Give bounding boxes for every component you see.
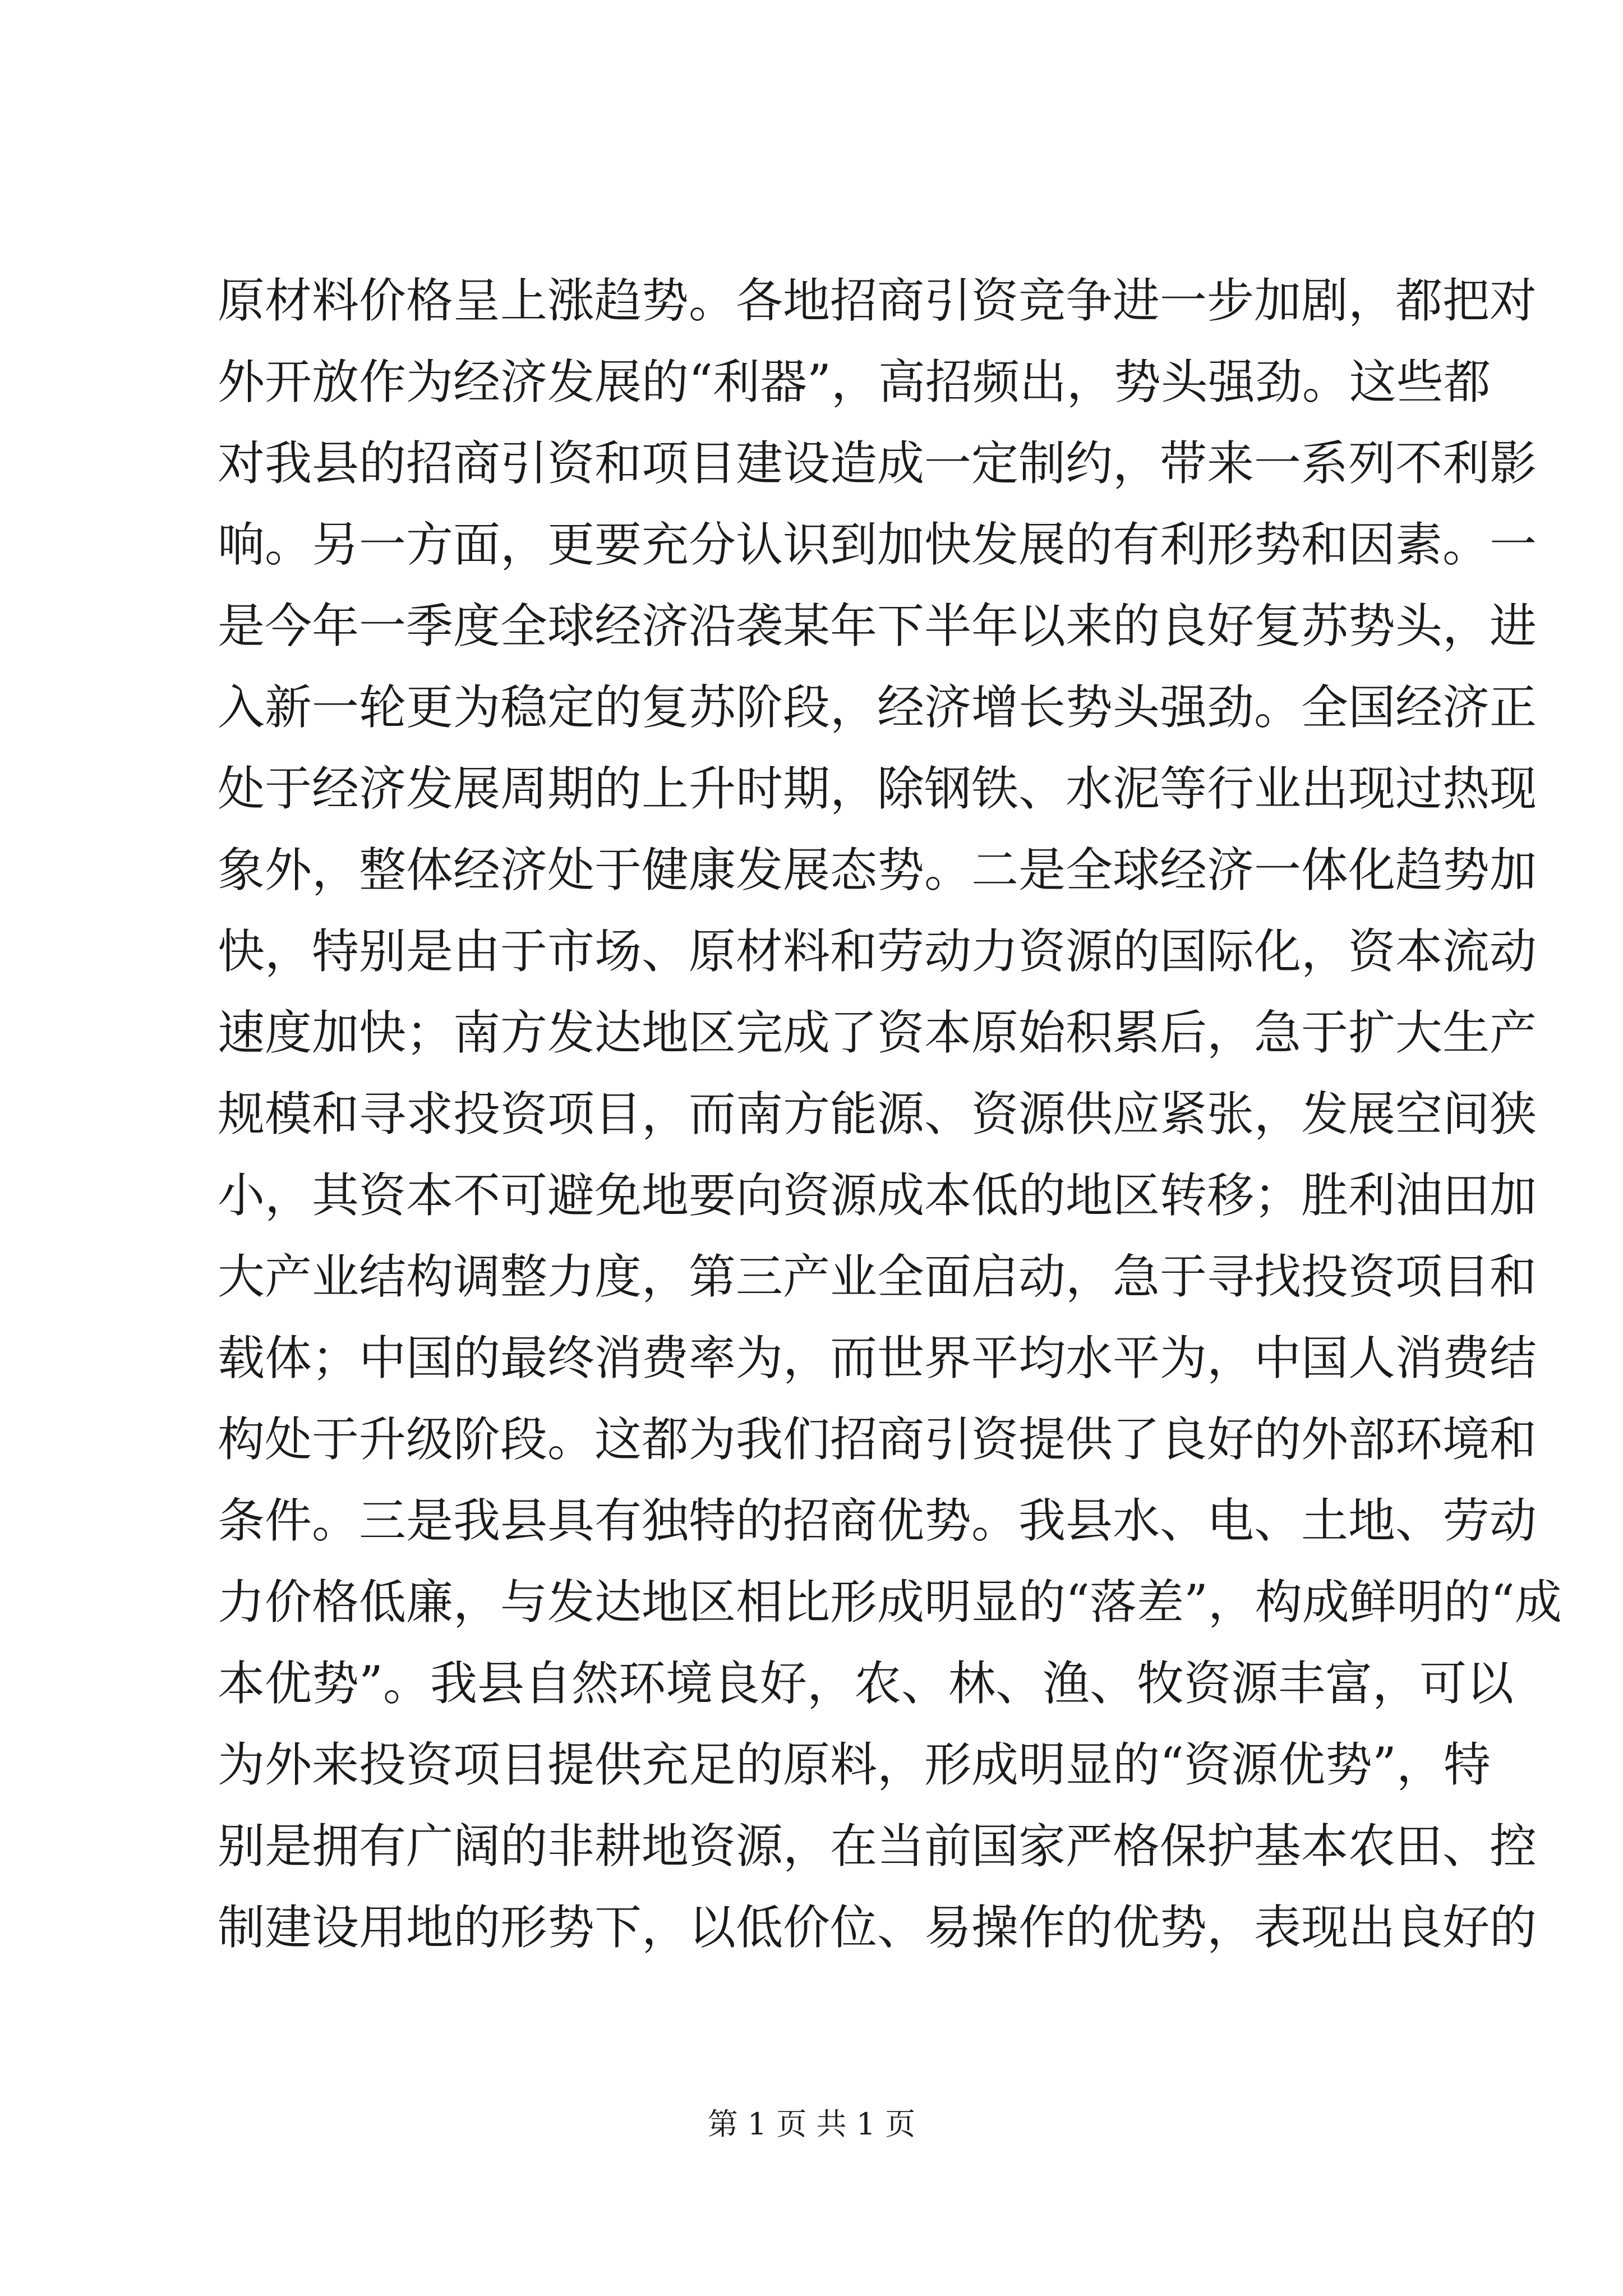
text-line: 快，特别是由于市场、原材料和劳动力资源的国际化，资本流动 — [218, 924, 1537, 979]
text-line: 处于经济发展周期的上升时期，除钢铁、水泥等行业出现过热现 — [218, 761, 1537, 816]
text-line: 入新一轮更为稳定的复苏阶段，经济增长势头强劲。全国经济正 — [218, 680, 1537, 735]
text-line: 力价格低廉，与发达地区相比形成明显的“落差”，构成鲜明的“成 — [218, 1575, 1562, 1630]
text-line: 制建设用地的形势下，以低价位、易操作的优势，表现出良好的 — [218, 1900, 1537, 1955]
text-line: 规模和寻求投资项目，而南方能源、资源供应紧张，发展空间狭 — [218, 1087, 1537, 1142]
text-line: 小，其资本不可避免地要向资源成本低的地区转移；胜利油田加 — [218, 1168, 1537, 1223]
body-text — [218, 260, 1562, 1968]
text-line: 本优势”。我县自然环境良好，农、林、渔、牧资源丰富，可以 — [218, 1656, 1514, 1711]
text-line: 响。另一方面，更要充分认识到加快发展的有利形势和因素。一 — [218, 517, 1537, 572]
text-line: 载体；中国的最终消费率为，而世界平均水平为，中国人消费结 — [218, 1331, 1537, 1386]
text-line: 别是拥有广阔的非耕地资源，在当前国家严格保护基本农田、控 — [218, 1819, 1537, 1874]
text-line: 条件。三是我县具有独特的招商优势。我县水、电、土地、劳动 — [218, 1493, 1537, 1548]
page-number-footer: 第 1 页 共 1 页 — [707, 2106, 916, 2142]
text-line: 为外来投资项目提供充足的原料，形成明显的“资源优势”，特 — [218, 1737, 1491, 1792]
text-line: 对我县的招商引资和项目建设造成一定制约，带来一系列不利影 — [218, 436, 1537, 491]
text-line: 构处于升级阶段。这都为我们招商引资提供了良好的外部环境和 — [218, 1412, 1537, 1467]
text-line: 大产业结构调整力度，第三产业全面启动，急于寻找投资项目和 — [218, 1249, 1537, 1304]
text-line: 原材料价格呈上涨趋势。各地招商引资竞争进一步加剧，都把对 — [218, 273, 1537, 328]
text-line: 速度加快；南方发达地区完成了资本原始积累后，急于扩大生产 — [218, 1005, 1537, 1060]
text-line: 是今年一季度全球经济沿袭某年下半年以来的良好复苏势头，进 — [218, 599, 1537, 654]
text-line: 象外，整体经济处于健康发展态势。二是全球经济一体化趋势加 — [218, 843, 1537, 898]
text-line: 外开放作为经济发展的“利器”，高招频出，势头强劲。这些都 — [218, 355, 1491, 409]
